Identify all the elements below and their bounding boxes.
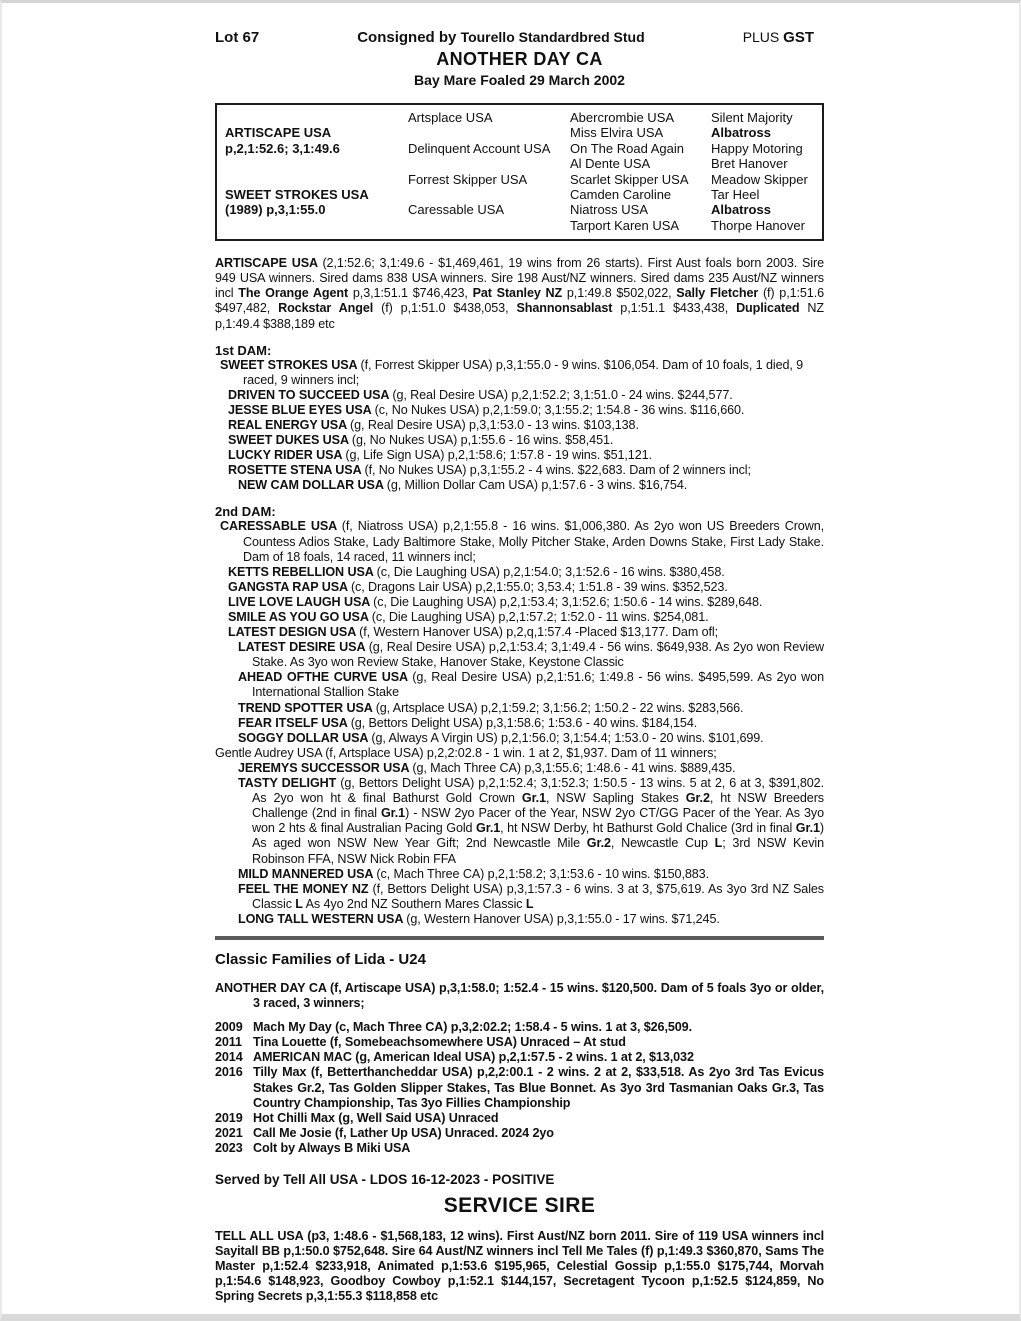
consignor-line xyxy=(259,29,743,46)
pedigree-cell: Meadow Skipper xyxy=(711,171,808,187)
sire-summary xyxy=(215,256,824,331)
text-run: (g, Real Desire USA) p,2,1:51.6; 1:49.8 - 56 wins. $495,599. As 2yo won International Stallion Stake xyxy=(252,670,824,700)
pedigree-cell: Albatross xyxy=(711,125,771,141)
text-run: , Newcastle Cup xyxy=(610,836,715,851)
first-dam-heading: 1st DAM: xyxy=(215,342,272,358)
bold-text-run: Colt by Always B Miki USA xyxy=(253,1140,411,1155)
progeny-row xyxy=(215,1111,824,1126)
horse-name: ANOTHER DAY CA xyxy=(436,49,603,69)
pedigree-cell: Camden Caroline xyxy=(570,186,672,202)
pedigree-cell: Scarlet Skipper USA xyxy=(570,171,689,187)
bold-text-run: NEW CAM DOLLAR USA xyxy=(238,478,387,493)
pedigree-entry xyxy=(228,403,824,418)
text-run: p,1:51.1 $433,438, xyxy=(612,301,737,316)
consignor-name: Tourello Standardbred Stud xyxy=(460,29,645,45)
pedigree-cell: Miss Elvira USA xyxy=(570,125,664,141)
bold-text-run: DRIVEN TO SUCCEED USA xyxy=(228,387,393,402)
bold-text-run: Call Me Josie (f, Lather Up USA) Unraced. 2024 2yo xyxy=(253,1125,554,1140)
family-line-heading: Classic Families of Lida - U24 xyxy=(215,950,426,968)
pedigree-cell: Al Dente USA xyxy=(570,156,651,172)
pedigree-cell: Delinquent Account USA xyxy=(408,140,551,156)
pedigree-entry xyxy=(238,640,824,670)
pedigree-cell: Albatross xyxy=(711,202,771,218)
text-run: (f, Forrest Skipper USA) p,3,1:55.0 - 9 wins. $106,054. Dam of 10 foals, 1 died, 9 raced, 9 winners incl; xyxy=(243,357,804,387)
text-run: (g, Artsplace USA) p,2,1:59.2; 3,1:56.2; 1:50.2 - 22 wins. $283,566. xyxy=(375,700,744,715)
pedigree-entry xyxy=(228,463,824,478)
bold-text-run: Gr.2 xyxy=(685,791,710,806)
section-divider xyxy=(215,936,824,940)
bold-text-run: L xyxy=(295,896,303,911)
pedigree-cell: Abercrombie USA xyxy=(570,110,675,125)
bold-text-run: MILD MANNERED USA xyxy=(238,866,377,881)
text-run: (g, Always A Virgin US) p,2,1:56.0; 3,1:54.4; 1:53.0 - 20 wins. $101,699. xyxy=(371,730,764,745)
pedigree-cell: Artsplace USA xyxy=(408,110,493,125)
progeny-row xyxy=(215,1065,824,1110)
text-run: (g, Million Dollar Cam USA) p,1:57.6 - 3 wins. $16,754. xyxy=(386,478,688,493)
text-run: (f) p,1:51.6 $497,482, xyxy=(215,286,825,316)
progeny-year: 2016 xyxy=(215,1065,243,1080)
bold-text-run: Gr.1 xyxy=(380,806,406,821)
bold-text-run: TASTY DELIGHT xyxy=(238,776,341,791)
text-run: (g, Mach Three CA) p,3,1:55.6; 1:48.6 - 41 wins. $889,435. xyxy=(412,760,736,775)
consigned-by-label: Consigned by xyxy=(357,29,457,46)
bold-text-run: Gr.1 xyxy=(795,821,820,836)
bold-text-run: KETTS REBELLION USA xyxy=(228,564,377,579)
text-run: (g, Real Desire USA) p,3,1:53.0 - 13 wins. $103,138. xyxy=(350,417,639,432)
progeny-year: 2009 xyxy=(215,1020,243,1035)
bold-text-run: L xyxy=(525,896,534,911)
text-run: p,3,1:51.1 $746,423, xyxy=(348,286,473,301)
bold-text-run: FEEL THE MONEY NZ xyxy=(238,881,373,896)
pedigree-cell: Forrest Skipper USA xyxy=(408,171,528,187)
pedigree-entry xyxy=(228,595,824,610)
bold-text-run: LONG TALL WESTERN USA xyxy=(238,911,407,926)
progeny-list xyxy=(215,1020,824,1156)
progeny-text xyxy=(253,1050,824,1065)
text-run: (2,1:52.6; 3,1:49.6 - $1,469,461, 19 wins from 26 starts). First Aust foals born 2003. Sire 949 USA winners. Sired dams 838 USA winners. Sire 198 Aust/NZ winners. Sired dams 235 Aust/NZ winners incl xyxy=(215,256,825,301)
text-run: Gentle Audrey USA (f, Artsplace USA) p,2,2:02.8 - 1 win. 1 at 2, $1,937. Dam of 11 winners; xyxy=(215,745,717,760)
pedigree-entry xyxy=(238,716,824,731)
pedigree-entry xyxy=(238,670,824,700)
first-dam-entries xyxy=(215,358,824,494)
pedigree-entry xyxy=(215,746,824,761)
bold-text-run: ROSETTE STENA USA xyxy=(228,463,365,478)
pedigree-entry xyxy=(238,478,824,493)
pedigree-entry xyxy=(238,867,824,882)
bold-text-run: TREND SPOTTER USA xyxy=(238,700,376,715)
text-run: (c, Die Laughing USA) p,2,1:57.2; 1:52.0 - 11 wins. $254,081. xyxy=(371,610,709,624)
progeny-text xyxy=(253,1111,824,1126)
pedigree-entry xyxy=(238,701,824,716)
pedigree-cell: SWEET STROKES USA xyxy=(225,186,369,202)
text-run: ) As aged won NSW New Year Gift; 2nd Newcastle Mile xyxy=(252,821,824,851)
bold-text-run: The Orange Agent xyxy=(238,286,349,301)
plus-label: PLUS xyxy=(742,29,780,45)
pedigree-entry xyxy=(238,776,824,867)
bold-text-run: Tina Louette (f, Somebeachsomewhere USA) Unraced – At stud xyxy=(253,1035,626,1050)
page-content xyxy=(215,3,824,1304)
bold-text-run: REAL ENERGY USA xyxy=(228,417,351,432)
pedigree-entry xyxy=(228,448,824,463)
text-run: (f, Niatross USA) p,2,1:55.8 - 16 wins. $1,006,380. As 2yo won US Breeders Crown, Countess Adios Stake, Lady Baltimore Stake, Molly Pitcher Stake, Arden Downs Stake, First Lady Stake. Dam of 18 foals, 14 raced, 11 winners incl; xyxy=(243,519,824,564)
progeny-row xyxy=(215,1050,824,1065)
text-run: (g, Real Desire USA) p,2,1:53.4; 3,1:49.4 - 56 wins. $649,938. As 2yo won Review Stake. As 3yo won Review Stake, Hanover Stake, Keystone Classic xyxy=(252,640,824,670)
progeny-year: 2019 xyxy=(215,1110,243,1125)
text-run: (f, No Nukes USA) p,3,1:55.2 - 4 wins. $22,683. Dam of 2 winners incl; xyxy=(364,463,751,478)
bold-text-run: Tilly Max (f, Betterthancheddar USA) p,2,2:00.1 - 2 wins. 2 at 2, $33,518. As 2yo 3rd Tas Evicus Stakes Gr.2, Tas Golden Slipper Stakes, Tas Blue Bonnet. As 3yo 3rd Tasmanian Oaks Gr.3, Tas Country Championship, Tas 3yo Fillies Championship xyxy=(253,1065,824,1110)
service-sire-heading: SERVICE SIRE xyxy=(443,1194,596,1217)
text-run: (g, Bettors Delight USA) p,2,1:52.4; 3,1:52.3; 1:50.5 - 13 wins. 5 at 2, 6 at 3, $391,802. As 2yo won ht & final Bathurst Gold Crown xyxy=(252,776,824,806)
pedigree-cell: Thorpe Hanover xyxy=(711,217,805,233)
pedigree-cell: p,2,1:52.6; 3,1:49.6 xyxy=(225,140,340,156)
bold-text-run: SWEET DUKES USA xyxy=(228,433,352,448)
pedigree-entry xyxy=(228,388,824,403)
bold-text-run: Gr.2 xyxy=(586,836,611,851)
pedigree-cell: Silent Majority xyxy=(711,110,793,125)
pedigree-entry xyxy=(228,580,824,595)
bold-text-run: SMILE AS YOU GO USA xyxy=(228,610,372,624)
pedigree-cell: Bret Hanover xyxy=(711,156,788,172)
progeny-text xyxy=(253,1020,824,1035)
pedigree-entry xyxy=(238,731,824,746)
service-sire-summary xyxy=(215,1229,824,1304)
progeny-row xyxy=(215,1126,824,1141)
pedigree-entry xyxy=(228,418,824,433)
text-run: (f, Western Hanover USA) p,2,q,1:57.4 -Placed $13,177. Dam ofl; xyxy=(359,625,719,640)
bold-text-run: Gr.1 xyxy=(521,791,546,806)
text-run: , NSW Sapling Stakes xyxy=(545,791,686,806)
pedigree-entry xyxy=(238,882,824,912)
progeny-year: 2023 xyxy=(215,1140,243,1155)
text-run: ; 3rd NSW Kevin Robinson FFA, NSW Nick Robin FFA xyxy=(252,836,824,866)
pedigree-cell: Tarport Karen USA xyxy=(570,217,680,233)
bold-text-run: JESSE BLUE EYES USA xyxy=(228,402,375,417)
text-run: (g, Bettors Delight USA) p,3,1:58.6; 1:53.6 - 40 wins. $184,154. xyxy=(350,715,698,730)
pedigree-cell: Niatross USA xyxy=(570,202,649,218)
bold-text-run: Mach My Day (c, Mach Three CA) p,3,2:02.2; 1:58.4 - 5 wins. 1 at 3, $26,509. xyxy=(253,1020,692,1035)
text-run: (c, Die Laughing USA) p,2,1:53.4; 3,1:52.6; 1:50.6 - 14 wins. $289,648. xyxy=(373,594,763,609)
bold-text-run: Hot Chilli Max (g, Well Said USA) Unraced xyxy=(253,1110,499,1125)
text-run: As 4yo 2nd NZ Southern Mares Classic xyxy=(302,896,526,911)
pedigree-cell: On The Road Again xyxy=(570,140,684,156)
bold-text-run: L xyxy=(714,836,723,851)
bold-text-run: LUCKY RIDER USA xyxy=(228,448,346,463)
header-row xyxy=(215,29,824,46)
pedigree-entry xyxy=(220,358,824,388)
bold-text-run: AHEAD OFTHE CURVE USA xyxy=(238,670,413,685)
bold-text-run: FEAR ITSELF USA xyxy=(238,715,351,730)
pedigree-entry xyxy=(228,625,824,640)
text-run: NZ p,1:49.4 $388,189 etc xyxy=(215,301,825,331)
text-run: (f) p,1:51.0 $438,053, xyxy=(373,301,517,316)
pedigree-entry xyxy=(228,565,824,580)
bold-text-run: LATEST DESIGN USA xyxy=(228,625,360,640)
pedigree-entry xyxy=(238,912,824,927)
bold-text-run: AMERICAN MAC (g, American Ideal USA) p,2,1:57.5 - 2 wins. 1 at 2, $13,032 xyxy=(253,1050,694,1065)
progeny-text xyxy=(253,1141,824,1156)
progeny-row xyxy=(215,1020,824,1035)
text-run: (c, Dragons Lair USA) p,2,1:55.0; 3,53.4; 1:51.8 - 39 wins. $352,523. xyxy=(350,579,728,594)
bold-text-run: LATEST DESIRE USA xyxy=(238,640,369,655)
pedigree-entry xyxy=(220,519,824,564)
text-run: (g, Real Desire USA) p,2,1:52.2; 3,1:51.0 - 24 wins. $244,577. xyxy=(392,387,733,402)
progeny-row xyxy=(215,1141,824,1156)
bold-text-run: Pat Stanley NZ xyxy=(472,286,563,301)
bold-text-run: Gr.1 xyxy=(476,821,501,836)
progeny-text xyxy=(253,1126,824,1141)
pedigree-entry xyxy=(228,610,824,625)
text-run: (c, No Nukes USA) p,2,1:59.0; 3,1:55.2; 1:54.8 - 36 wins. $116,660. xyxy=(374,402,745,417)
progeny-text xyxy=(253,1035,824,1050)
progeny-text xyxy=(253,1065,824,1110)
mare-summary xyxy=(215,981,824,1011)
text-run: (c, Die Laughing USA) p,2,1:54.0; 3,1:52.6 - 16 wins. $380,458. xyxy=(376,564,725,579)
pedigree-cell: (1989) p,3,1:55.0 xyxy=(225,202,326,218)
progeny-year: 2014 xyxy=(215,1050,243,1065)
text-run: (c, Mach Three CA) p,2,1:58.2; 3,1:53.6 - 10 wins. $150,883. xyxy=(376,866,709,881)
bold-text-run: JEREMYS SUCCESSOR USA xyxy=(238,760,413,775)
gst-label: GST xyxy=(783,29,814,46)
pedigree-cell: Caressable USA xyxy=(408,202,505,218)
bold-text-run: CARESSABLE USA xyxy=(220,519,342,534)
progeny-year: 2021 xyxy=(215,1125,243,1140)
second-dam-entries xyxy=(215,519,824,927)
text-run: (g, Life Sign USA) p,2,1:58.6; 1:57.8 - 19 wins. $51,121. xyxy=(345,448,652,463)
text-run: (g, Western Hanover USA) p,3,1:55.0 - 17 wins. $71,245. xyxy=(406,911,720,926)
pedigree-cell: ARTISCAPE USA xyxy=(225,125,332,141)
pedigree-cell: Tar Heel xyxy=(711,186,760,202)
bold-text-run: Shannonsablast xyxy=(516,301,613,316)
gst-note xyxy=(743,29,814,46)
text-run: (g, No Nukes USA) p,1:55.6 - 16 wins. $58,451. xyxy=(351,433,614,448)
text-run: p,1:49.8 $502,022, xyxy=(562,286,677,301)
text-run: ) - NSW 2yo Pacer of the Year, NSW 2yo CT/GG Pacer of the Year. As 3yo won 2 hts & final Australian Pacing Gold xyxy=(252,806,825,836)
second-dam-heading: 2nd DAM: xyxy=(215,504,276,520)
bold-text-run: LIVE LOVE LAUGH USA xyxy=(228,594,374,609)
progeny-year: 2011 xyxy=(215,1035,242,1050)
bold-text-run: ANOTHER DAY CA (f, Artiscape USA) p,3,1:58.0; 1:52.4 - 15 wins. $120,500. Dam of 5 foals 3yo or older, 3 raced, 3 winners; xyxy=(215,980,824,1011)
bold-text-run: SWEET STROKES USA xyxy=(220,357,361,372)
served-by-line: Served by Tell All USA - LDOS 16-12-2023 - POSITIVE xyxy=(215,1172,555,1187)
bold-text-run: Duplicated xyxy=(736,301,800,316)
foaling-line: Bay Mare Foaled 29 March 2002 xyxy=(414,72,625,88)
bold-text-run: TELL ALL USA (p3, 1:48.6 - $1,568,183, 12 wins). First Aust/NZ born 2011. Sire of 119 USA winners incl Sayitall BB p,1:50.0 $752,648. Sire 64 Aust/NZ winners incl Tell Me Tales (f) p,1:49.3 $360,870, Sams The Master p,1:52.4 $233,918, Animated p,1:53.6 $195,965, Celestial Gossip p,1:55.0 $175,744, Morvah p,1:54.6 $148,923, Goodboy Cowboy p,1:52.1 $144,157, Secretagent Tycoon p,1:52.5 $124,859, No Spring Secrets p,3,1:55.3 $118,858 etc xyxy=(215,1229,824,1304)
bold-text-run: ARTISCAPE USA xyxy=(215,256,323,271)
bold-text-run: GANGSTA RAP USA xyxy=(228,579,351,594)
text-run: , ht NSW Derby, ht Bathurst Gold Chalice (3rd in final xyxy=(500,821,796,836)
bold-text-run: Rockstar Angel xyxy=(278,301,374,316)
text-run: (f, Bettors Delight USA) p,3,1:57.3 - 6 wins. 3 at 3, $75,619. As 3yo 3rd NZ Sales Classic xyxy=(252,881,824,911)
bold-text-run: Sally Fletcher xyxy=(676,286,759,301)
lot-number: Lot 67 xyxy=(215,29,260,46)
progeny-row xyxy=(215,1035,824,1050)
bold-text-run: SOGGY DOLLAR USA xyxy=(238,730,372,745)
pedigree-cell: Happy Motoring xyxy=(711,140,803,156)
pedigree-entry xyxy=(238,761,824,776)
text-run: , ht NSW Breeders Challenge (2nd in final xyxy=(252,791,824,821)
pedigree-entry xyxy=(228,433,824,448)
pedigree-table xyxy=(215,103,824,241)
